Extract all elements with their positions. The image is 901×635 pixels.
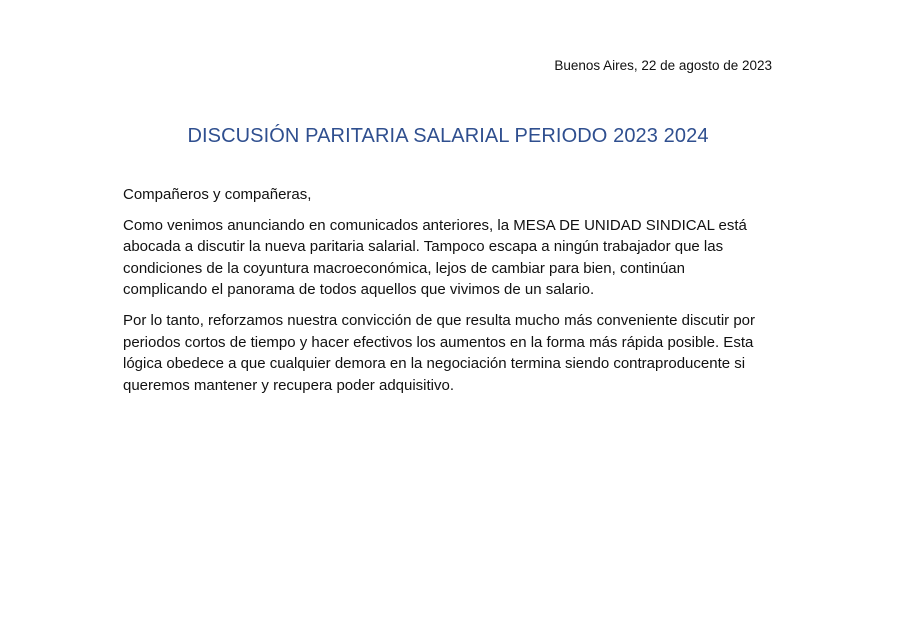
greeting: Compañeros y compañeras, [123, 186, 312, 203]
letter-date: Buenos Aires, 22 de agosto de 2023 [554, 58, 772, 73]
paragraph-2 [123, 310, 783, 396]
paragraph-2-line: queremos mantener y recupera poder adquisitivo. [123, 376, 455, 394]
paragraph-2-line: periodos cortos de tiempo y hacer efectivos los aumentos en la forma más rápida posible. Esta [123, 333, 754, 351]
paragraph-1-line: abocada a discutir la nueva paritaria salarial. Tampoco escapa a ningún trabajador que las [123, 238, 724, 256]
paragraph-1-line: condiciones de la coyuntura macroeconómica, lejos de cambiar para bien, continúan [123, 259, 685, 277]
paragraph-1-line: Como venimos anunciando en comunicados anteriores, la MESA DE UNIDAD SINDICAL está [123, 216, 747, 234]
paragraph-1 [123, 215, 783, 301]
document-title: DISCUSIÓN PARITARIA SALARIAL PERIODO 2023 2024 [187, 125, 709, 147]
paragraph-2-line: Por lo tanto, reforzamos nuestra convicción de que resulta mucho más conveniente discutir por [123, 311, 755, 329]
paragraph-2-line: lógica obedece a que cualquier demora en la negociación termina siendo contraproducente si [123, 355, 746, 373]
letter-body [123, 184, 783, 405]
paragraph-1-line: complicando el panorama de todos aquellos que vivimos de un salario. [123, 281, 595, 299]
